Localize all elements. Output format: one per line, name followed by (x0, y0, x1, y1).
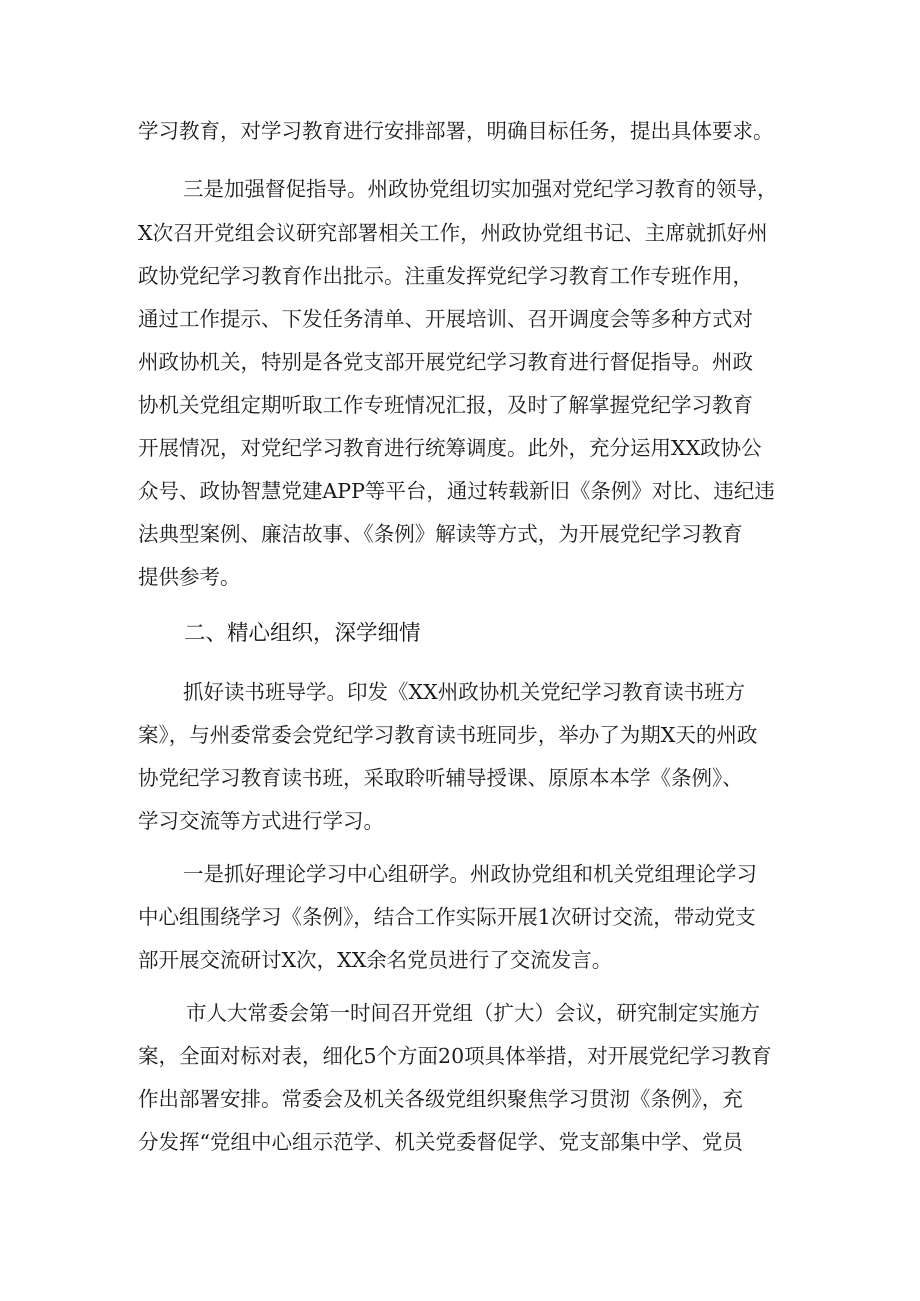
text-line: 学习交流等方式进行学习。 (138, 809, 384, 833)
text-line: 政协党纪学习教育作出批示。注重发挥党纪学习教育工作专班作用， (138, 264, 753, 288)
text-line: 分发挥“党组中心组示范学、机关党委督促学、党支部集中学、党员 (138, 1130, 743, 1154)
text-line: 案》，与州委常委会党纪学习教育读书班同步，举办了为期X天的州政 (138, 723, 758, 747)
text-line: 开展情况，对党纪学习教育进行统筹调度。此外，充分运用XX政协公 (138, 436, 762, 460)
text-line: X次召开党组会议研究部署相关工作，州政协党组书记、主席就抓好州 (138, 221, 768, 245)
text-line: 众号、政协智慧党建APP等平台，通过转载新旧《条例》对比、违纪违 (138, 479, 775, 503)
text-line: 案，全面对标对表，细化5个方面20项具体举措，对开展党纪学习教育 (138, 1044, 772, 1068)
text-line: 部开展交流研讨X次，XX余名党员进行了交流发言。 (138, 948, 613, 972)
text-line: 通过工作提示、下发任务清单、开展培训、召开调度会等多种方式对 (138, 307, 753, 331)
text-line: 州政协机关，特别是各党支部开展党纪学习教育进行督促指导。州政 (138, 350, 753, 374)
text-line: 市人大常委会第一时间召开党组（扩大）会议，研究制定实施方 (186, 1001, 760, 1025)
text-line: 中心组围绕学习《条例》，结合工作实际开展1次研讨交流，带动党支 (138, 905, 756, 929)
section-heading: 二、精心组织，深学细情 (184, 621, 421, 646)
text-line: 协机关党组定期听取工作专班情况汇报，及时了解掌握党纪学习教育 (138, 393, 753, 417)
text-line: 学习教育，对学习教育进行安排部署，明确目标任务，提出具体要求。 (138, 119, 774, 143)
text-line: 三是加强督促指导。州政协党组切实加强对党纪学习教育的领导， (183, 177, 778, 201)
text-line: 提供参考。 (138, 565, 241, 589)
text-line: 作出部署安排。常委会及机关各级党组织聚焦学习贯沏《条例》，充 (138, 1087, 743, 1111)
text-line: 法典型案例、廉洁故事、《条例》解读等方式，为开展党纪学习教育 (138, 522, 743, 546)
text-line: 抓好读书班导学。印发《XX州政协机关党纪学习教育读书班方 (183, 680, 746, 704)
text-line: 协党纪学习教育读书班，采取聆听辅导授课、原原本本学《条例》、 (138, 766, 743, 790)
text-line: 一是抓好理论学习中心组研学。州政协党组和机关党组理论学习 (183, 862, 757, 886)
